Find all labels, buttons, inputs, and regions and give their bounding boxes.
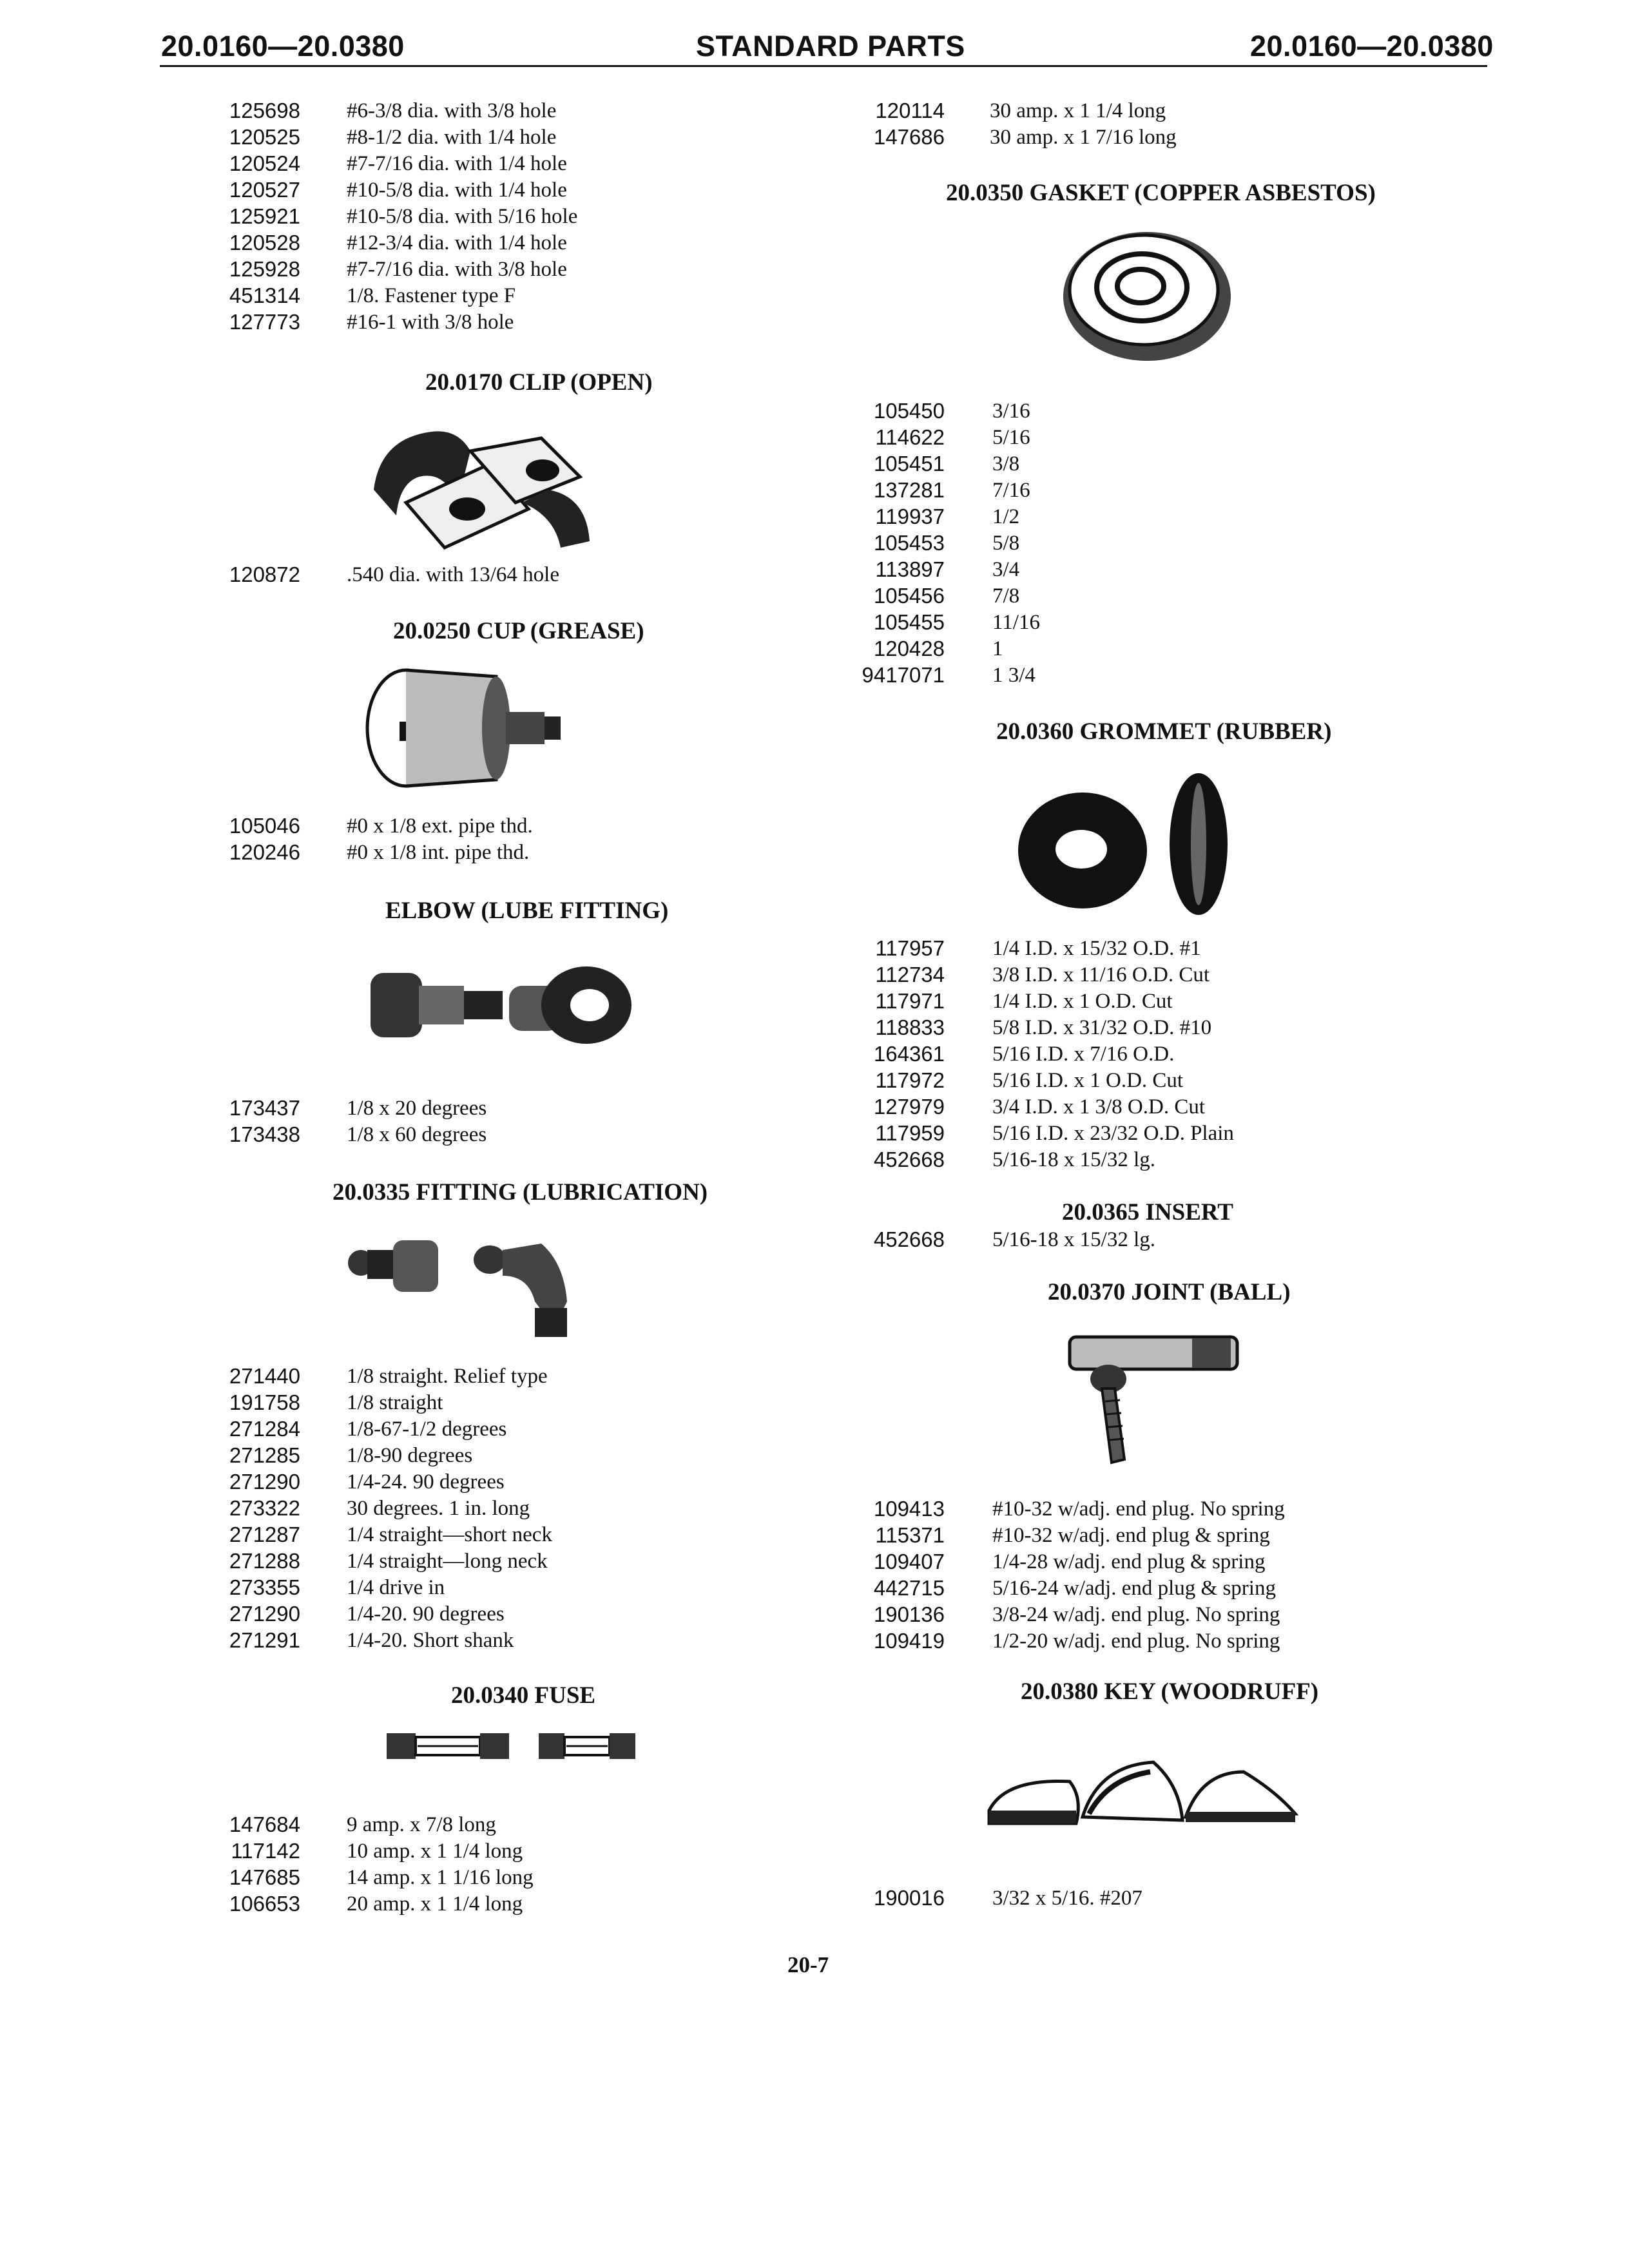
woodruff-key-illustration bbox=[986, 1753, 1302, 1830]
header-left-code: 20.0160—20.0380 bbox=[161, 30, 405, 62]
header-title: STANDARD PARTS bbox=[696, 30, 965, 62]
lubrication-fitting-illustration bbox=[342, 1224, 580, 1347]
section-title-clip: 20.0170 CLIP (OPEN) bbox=[425, 369, 653, 396]
section-title-grommet: 20.0360 GROMMET (RUBBER) bbox=[996, 718, 1332, 745]
header-rule bbox=[160, 65, 1487, 67]
page-number: 20-7 bbox=[787, 1952, 829, 1977]
section-title-insert: 20.0365 INSERT bbox=[1062, 1199, 1233, 1225]
clip-open-illustration bbox=[361, 412, 606, 554]
grease-cup-illustration bbox=[361, 664, 567, 793]
gasket-illustration bbox=[1057, 226, 1237, 367]
grommet-illustration bbox=[1012, 767, 1244, 921]
section-title-joint: 20.0370 JOINT (BALL) bbox=[1048, 1279, 1291, 1305]
section-title-fuse: 20.0340 FUSE bbox=[451, 1682, 596, 1709]
ball-joint-illustration bbox=[1063, 1324, 1244, 1472]
section-title-elbow: ELBOW (LUBE FITTING) bbox=[385, 898, 669, 924]
fuse-illustration bbox=[385, 1727, 643, 1765]
elbow-fitting-illustration bbox=[367, 960, 644, 1050]
section-title-gasket: 20.0350 GASKET (COPPER ASBESTOS) bbox=[946, 180, 1376, 206]
section-title-fitting: 20.0335 FITTING (LUBRICATION) bbox=[333, 1179, 708, 1206]
section-title-cup: 20.0250 CUP (GREASE) bbox=[393, 618, 644, 644]
section-title-key: 20.0380 KEY (WOODRUFF) bbox=[1021, 1678, 1319, 1705]
header-right-code: 20.0160—20.0380 bbox=[1250, 30, 1494, 62]
